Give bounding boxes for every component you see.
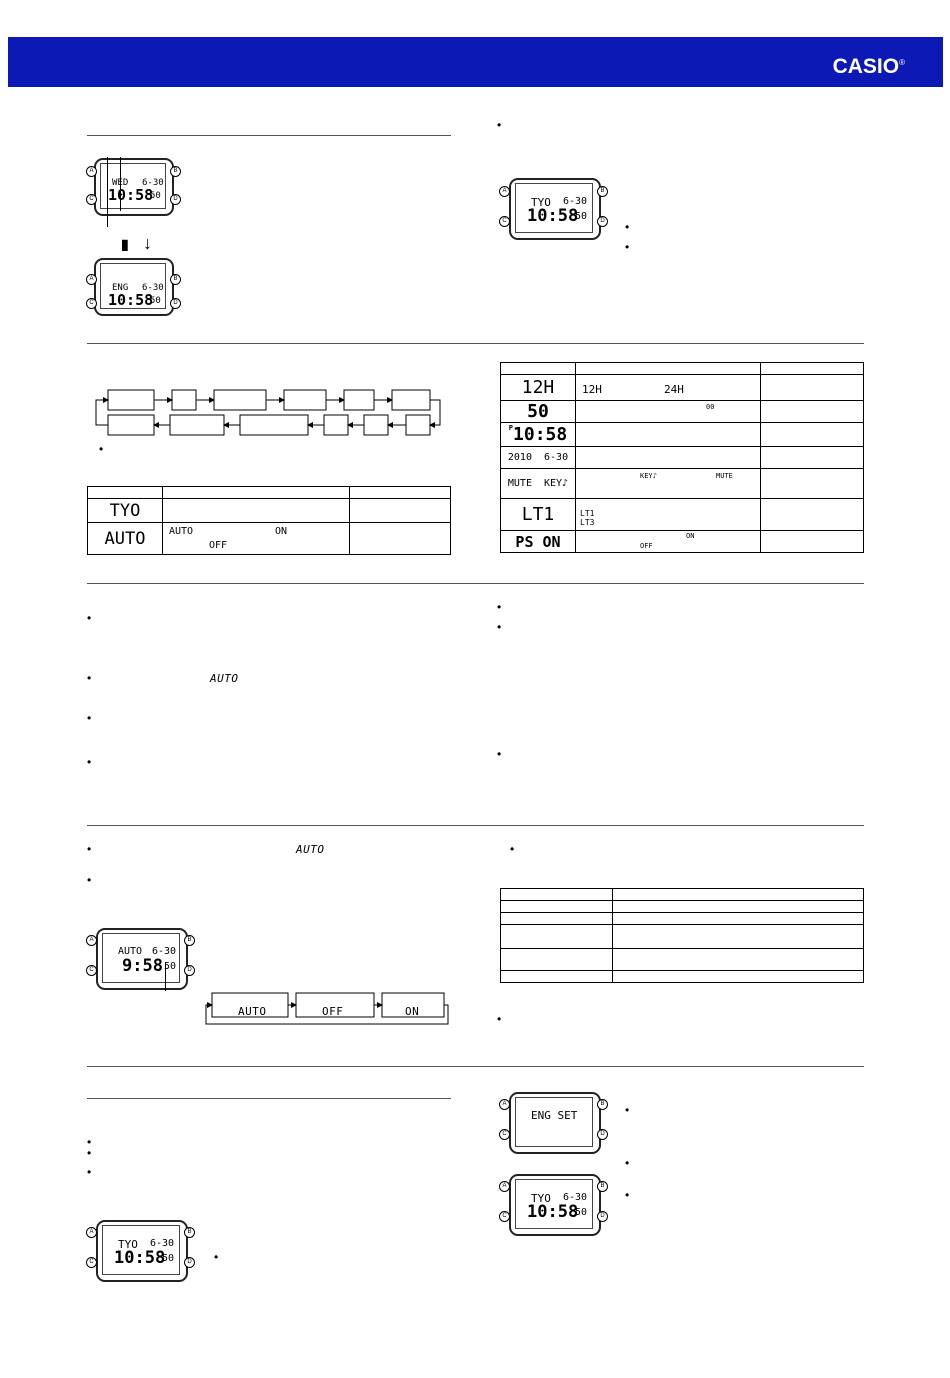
callout-line: [120, 157, 122, 211]
callout-line: [107, 157, 109, 227]
bullet: •: [87, 671, 92, 685]
cycle-option-on: ON: [405, 1005, 420, 1018]
down-arrow-icon: ↓: [143, 233, 152, 253]
settings-table-right: [500, 362, 864, 553]
lcd-display: AUTO: [88, 523, 163, 555]
table-row: AUTO AUTO OFF ON: [88, 523, 451, 555]
bullet: •: [497, 747, 502, 761]
bullet: •: [625, 1156, 630, 1170]
bullet: •: [497, 620, 502, 634]
bullet: •: [625, 1188, 630, 1202]
callout-line: [165, 965, 167, 991]
inline-auto: AUTO: [210, 672, 239, 685]
bullet: •: [87, 755, 92, 769]
table-row: 12H 12H 24H: [501, 375, 864, 401]
watch-illustration-7: A B C D TYO 6-30 10:58 50: [499, 1174, 609, 1236]
watch-illustration-3: A B C D TYO 6-30 10:58 50: [499, 178, 609, 240]
table-row: 50 00: [501, 401, 864, 423]
watch-illustration-2: A B C D ENG 6-30 10:58 50: [86, 258, 182, 316]
bullet: •: [625, 1103, 630, 1117]
table-row: LT1 LT1 LT3: [501, 499, 864, 531]
table-row: 2010 6-30: [501, 447, 864, 469]
casio-logo: CASIO®: [832, 55, 905, 78]
bullet: •: [214, 1250, 219, 1264]
divider: [87, 135, 451, 136]
divider: [87, 1098, 451, 1099]
table-row: MUTE KEY♪ KEY♪ MUTE: [501, 469, 864, 499]
bullet: •: [625, 240, 630, 254]
watch-illustration-4: A B C D AUTO 6-30 9:58 50: [86, 928, 196, 990]
divider: [87, 343, 864, 344]
lcd-display: TYO: [88, 499, 163, 523]
bullet: •: [497, 1012, 502, 1026]
reference-table: [500, 888, 864, 983]
divider: [87, 583, 864, 584]
table-row: PS ON ON OFF: [501, 531, 864, 553]
bullet: •: [87, 1135, 92, 1149]
divider: [87, 825, 864, 826]
table-row: $^P$10:58: [501, 423, 864, 447]
bullet: •: [87, 1146, 92, 1160]
bullet: •: [87, 611, 92, 625]
watch-illustration-6: A B C D ENG SET: [499, 1092, 609, 1154]
table-row: [88, 499, 451, 523]
bullet: •: [87, 711, 92, 725]
bullet: •: [625, 220, 630, 234]
bullet: •: [99, 442, 104, 456]
bullet: •: [510, 842, 515, 856]
header-bar: [8, 37, 943, 87]
watch-illustration-1: A B C D WED 6-30 10:58 50: [86, 158, 182, 216]
cycle-option-off: OFF: [322, 1005, 344, 1018]
bar-marker: ▮: [121, 236, 129, 252]
bullet: •: [87, 1165, 92, 1179]
bullet: •: [87, 842, 92, 856]
cycle-option-auto: AUTO: [238, 1005, 267, 1018]
divider: [87, 1066, 864, 1067]
inline-auto: AUTO: [296, 843, 325, 856]
flow-diagram: [88, 385, 448, 440]
bullet: •: [497, 600, 502, 614]
bullet: •: [87, 873, 92, 887]
bullet: •: [497, 118, 502, 132]
watch-illustration-5: A B C D TYO 6-30 10:58 50: [86, 1220, 196, 1282]
settings-table-left: [87, 486, 451, 555]
